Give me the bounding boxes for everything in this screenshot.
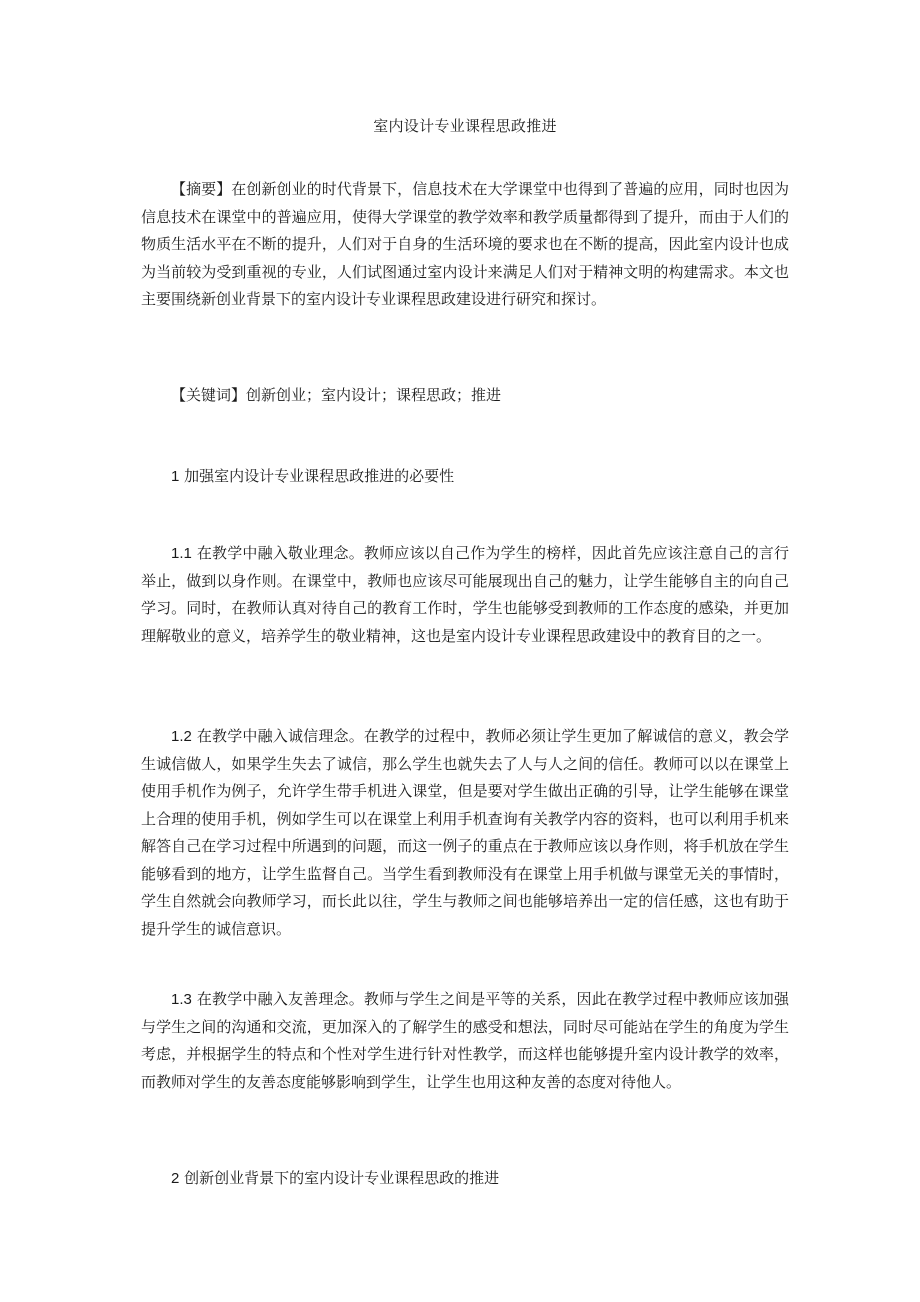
paragraph-1-1-number: 1.1 xyxy=(171,545,192,562)
section-2-heading xyxy=(141,1167,789,1190)
paragraph-1-2 xyxy=(141,723,789,943)
section-1-title: 加强室内设计专业课程思政推进的必要性 xyxy=(179,467,455,485)
section-2-number: 2 xyxy=(171,1170,180,1187)
paragraph-1-1 xyxy=(141,540,789,650)
paragraph-1-3-text: 在教学中融入友善理念。教师与学生之间是平等的关系，因此在教学过程中教师应该加强与学生之间的沟通和交流，更加深入的了解学生的感受和想法，同时尽可能站在学生的角度为学生考虑，并根据学生的特点和个性对学生进行针对性教学，而这样也能够提升室内设计教学的效率，而教师对学生的友善态度能够影响到学生，让学生也用这种友善的态度对待他人。 xyxy=(141,990,789,1091)
section-1-heading xyxy=(141,465,789,488)
keywords-paragraph: 【关键词】创新创业；室内设计；课程思政；推进 xyxy=(171,386,502,404)
section-1-number: 1 xyxy=(171,468,180,485)
abstract-paragraph: 【摘要】在创新创业的时代背景下，信息技术在大学课堂中也得到了普遍的应用，同时也因为信息技术在课堂中的普遍应用，使得大学课堂的教学效率和教学质量都得到了提升，而由于人们的物质生活水平在不断的提升，人们对于自身的生活环境的要求也在不断的提高，因此室内设计也成为当前较为受到重视的专业，人们试图通过室内设计来满足人们对于精神文明的构建需求。本文也主要围绕新创业背景下的室内设计专业课程思政建设进行研究和探讨。 xyxy=(141,180,789,308)
paragraph-1-2-text: 在教学中融入诚信理念。在教学的过程中，教师必须让学生更加了解诚信的意义，教会学生诚信做人，如果学生失去了诚信，那么学生也就失去了人与人之间的信任。教师可以以在课堂上使用手机作为例子，允许学生带手机进入课堂，但是要对学生做出正确的引导，让学生能够在课堂上合理的使用手机，例如学生可以在课堂上利用手机查询有关教学内容的资料，也可以利用手机来解答自己在学习过程中所遇到的问题，而这一例子的重点在于教师应该以身作则，将手机放在学生能够看到的地方，让学生监督自己。当学生看到教师没有在课堂上用手机做与课堂无关的事情时，学生自然就会向教师学习，而长此以往，学生与教师之间也能够培养出一定的信任感，这也有助于提升学生的诚信意识。 xyxy=(141,727,789,938)
paragraph-1-3-number: 1.3 xyxy=(171,991,192,1008)
paragraph-1-1-text: 在教学中融入敬业理念。教师应该以自己作为学生的榜样，因此首先应该注意自己的言行举止，做到以身作则。在课堂中，教师也应该尽可能展现出自己的魅力，让学生能够自主的向自己学习。同时，在教师认真对待自己的教育工作时，学生也能够受到教师的工作态度的感染，并更加理解敬业的意义，培养学生的敬业精神，这也是室内设计专业课程思政建设中的教育目的之一。 xyxy=(141,544,789,645)
section-2-title: 创新创业背景下的室内设计专业课程思政的推进 xyxy=(179,1169,500,1187)
paragraph-1-3 xyxy=(141,986,789,1096)
document-title: 室内设计专业课程思政推进 xyxy=(373,117,557,135)
paragraph-1-2-number: 1.2 xyxy=(171,728,192,745)
